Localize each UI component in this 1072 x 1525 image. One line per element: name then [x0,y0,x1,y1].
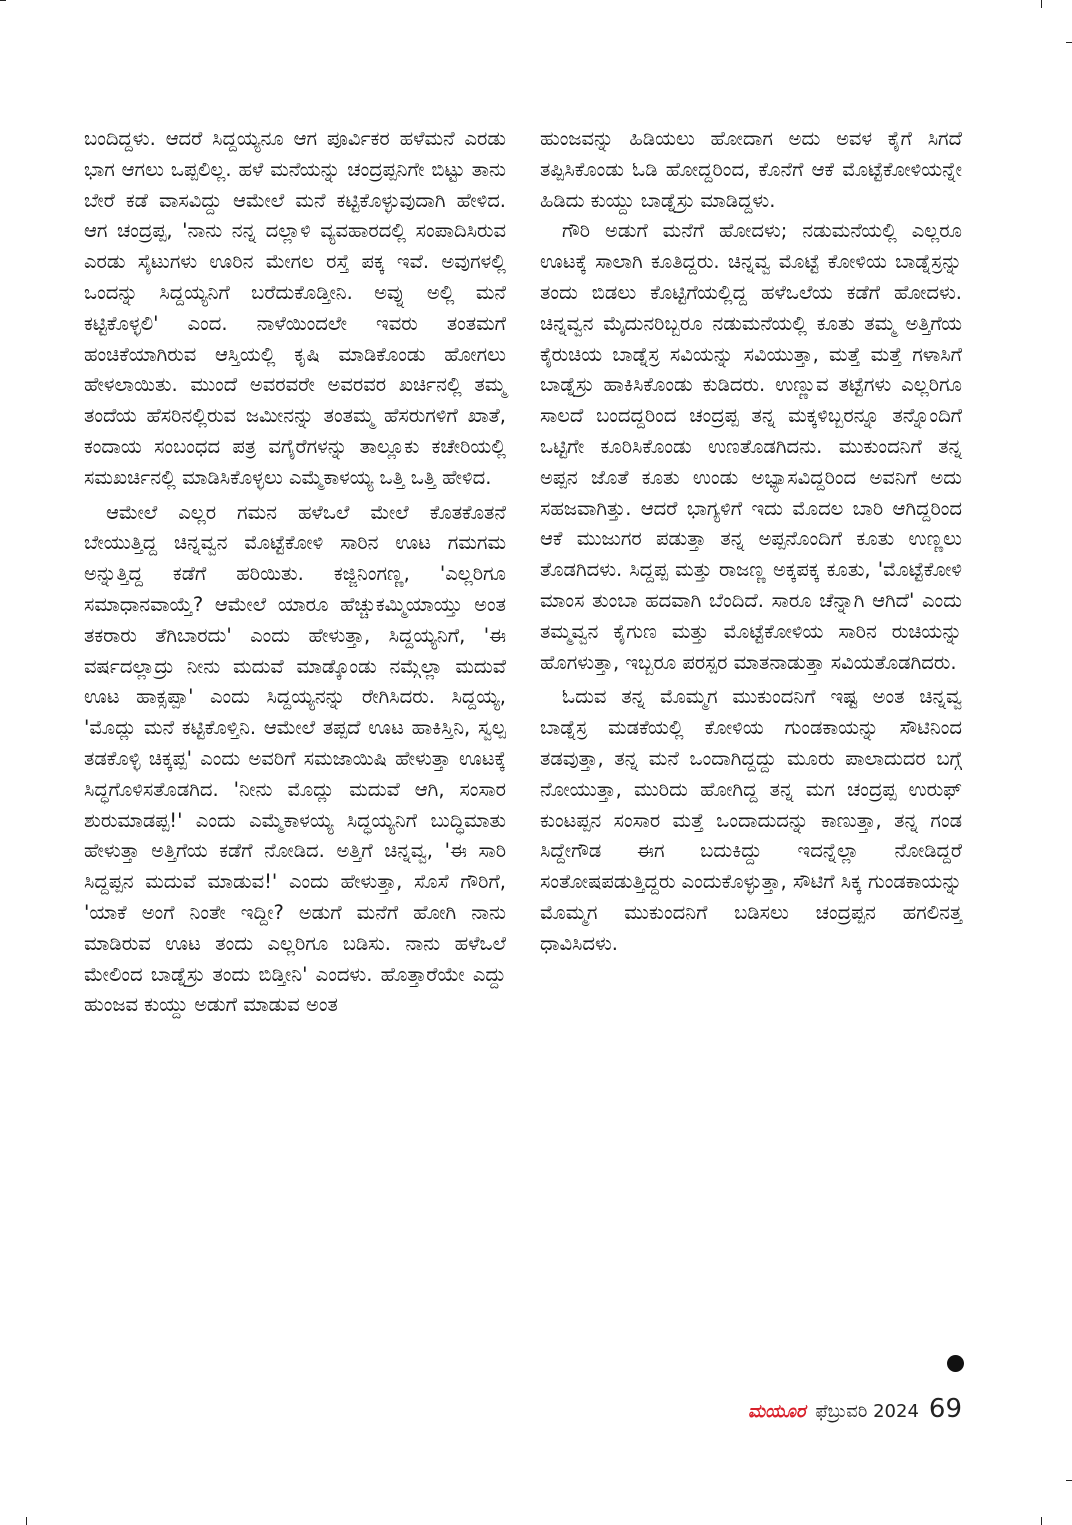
crop-mark [1066,42,1072,43]
page-footer [748,1394,962,1424]
page-number: 69 [928,1394,962,1424]
magazine-brand: ಮಯೂರ [747,1401,806,1422]
paragraph: ಬಂದಿದ್ದಳು. ಆದರೆ ಸಿದ್ದಯ್ಯನೂ ಆಗ ಪೂರ್ವಿಕರ ಹಳೆಮನೆ ಎರಡು ಭಾಗ ಆಗಲು ಒಪ್ಪಲಿಲ್ಲ. ಹಳೆ ಮನೆಯನ್ನು ಚಂದ್ರಪ್ಪನಿಗೇ ಬಿಟ್ಟು ತಾನು ಬೇರೆ ಕಡೆ ವಾಸವಿದ್ದು ಆಮೇಲೆ ಮನೆ ಕಟ್ಟಿಕೊಳ್ಳುವುದಾಗಿ ಹೇಳಿದ. ಆಗ ಚಂದ್ರಪ್ಪ, 'ನಾನು ನನ್ನ ದಲ್ಲಾಳಿ ವ್ಯವಹಾರದಲ್ಲಿ ಸಂಪಾದಿಸಿರುವ ಎರಡು ಸೈಟುಗಳು ಊರಿನ ಮೇಗಲ ರಸ್ತೆ ಪಕ್ಕ ಇವೆ. ಅವುಗಳಲ್ಲಿ ಒಂದನ್ನು ಸಿದ್ದಯ್ಯನಿಗೆ ಬರೆದುಕೊಡ್ತೀನಿ. ಅವ್ನು ಅಲ್ಲಿ ಮನೆ ಕಟ್ಟಿಕೊಳ್ಳಲಿ' ಎಂದ. ನಾಳೆಯಿಂದಲೇ ಇವರು ತಂತಮಗೆ ಹಂಚಿಕೆಯಾಗಿರುವ ಆಸ್ತಿಯಲ್ಲಿ ಕೃಷಿ ಮಾಡಿಕೊಂಡು ಹೋಗಲು ಹೇಳಲಾಯಿತು. ಮುಂದೆ ಅವರವರೇ ಅವರವರ ಖರ್ಚಿನಲ್ಲಿ ತಮ್ಮ ತಂದೆಯ ಹೆಸರಿನಲ್ಲಿರುವ ಜಮೀನನ್ನು ತಂತಮ್ಮ ಹೆಸರುಗಳಿಗೆ ಖಾತೆ, ಕಂದಾಯ ಸಂಬಂಧದ ಪತ್ರ ವಗೈರೆಗಳನ್ನು ತಾಲ್ಲೂಕು ಕಚೇರಿಯಲ್ಲಿ ಸಮಖರ್ಚಿನಲ್ಲಿ ಮಾಡಿಸಿಕೊಳ್ಳಲು ಎಮ್ಮೆಕಾಳಯ್ಯ ಒತ್ತಿ ಒತ್ತಿ ಹೇಳಿದ. [84,127,506,489]
paragraph: ಹುಂಜವನ್ನು ಹಿಡಿಯಲು ಹೋದಾಗ ಅದು ಅವಳ ಕೈಗೆ ಸಿಗದೆ ತಪ್ಪಿಸಿಕೊಂಡು ಓಡಿ ಹೋದ್ದರಿಂದ, ಕೊನೆಗೆ ಆಕೆ ಮೊಟ್ಟೆಕೋಳಿಯನ್ನೇ ಹಿಡಿದು ಕುಯ್ದು ಬಾಡ್ನೆಸ್ರು ಮಾಡಿದ್ದಳು. [540,127,962,212]
paragraph: ಗೌರಿ ಅಡುಗೆ ಮನೆಗೆ ಹೋದಳು; ನಡುಮನೆಯಲ್ಲಿ ಎಲ್ಲರೂ ಊಟಕ್ಕೆ ಸಾಲಾಗಿ ಕೂತಿದ್ದರು. ಚಿನ್ನವ್ವ ಮೊಟ್ಟೆ ಕೋಳಿಯ ಬಾಡ್ನೆಸ್ರನ್ನು ತಂದು ಬಿಡಲು ಕೊಟ್ಟಿಗೆಯಲ್ಲಿದ್ದ ಹಳೆಒಲೆಯ ಕಡೆಗೆ ಹೋದಳು. ಚಿನ್ನವ್ವನ ಮೈದುನರಿಬ್ಬರೂ ನಡುಮನೆಯಲ್ಲಿ ಕೂತು ತಮ್ಮ ಅತ್ತಿಗೆಯ ಕೈರುಚಿಯ ಬಾಡ್ನೆಸ್ರ ಸವಿಯನ್ನು ಸವಿಯುತ್ತಾ, ಮತ್ತೆ ಮತ್ತೆ ಗಳಾಸಿಗೆ ಬಾಡ್ನೆಸ್ರು ಹಾಕಿಸಿಕೊಂಡು ಕುಡಿದರು. ಉಣ್ಣುವ ತಟ್ಟೆಗಳು ಎಲ್ಲರಿಗೂ ಸಾಲದೆ ಬಂದದ್ದರಿಂದ ಚಂದ್ರಪ್ಪ ತನ್ನ ಮಕ್ಕಳಿಬ್ಬರನ್ನೂ ತನ್ನೊಂದಿಗೆ ಒಟ್ಟಿಗೇ ಕೂರಿಸಿಕೊಂಡು ಉಣತೊಡಗಿದನು. ಮುಕುಂದನಿಗೆ ತನ್ನ ಅಪ್ಪನ ಜೊತೆ ಕೂತು ಉಂಡು ಅಭ್ಯಾಸವಿದ್ದರಿಂದ ಅವನಿಗೆ ಅದು ಸಹಜವಾಗಿತ್ತು. ಆದರೆ ಭಾಗ್ಯಳಿಗೆ ಇದು ಮೊದಲ ಬಾರಿ ಆಗಿದ್ದರಿಂದ ಆಕೆ ಮುಜುಗರ ಪಡುತ್ತಾ ತನ್ನ ಅಪ್ಪನೊಂದಿಗೆ ಕೂತು ಉಣ್ಣಲು ತೊಡಗಿದಳು. ಸಿದ್ದಪ್ಪ ಮತ್ತು ರಾಜಣ್ಣ ಅಕ್ಕಪಕ್ಕ ಕೂತು, 'ಮೊಟ್ಟೆಕೋಳಿ ಮಾಂಸ ತುಂಬಾ ಹದವಾಗಿ ಬೆಂದಿದೆ. ಸಾರೂ ಚೆನ್ನಾಗಿ ಆಗಿದೆ' ಎಂದು ತಮ್ಮವ್ವನ ಕೈಗುಣ ಮತ್ತು ಮೊಟ್ಟೆಕೋಳಿಯ ಸಾರಿನ ರುಚಿಯನ್ನು ಹೊಗಳುತ್ತಾ, ಇಬ್ಬರೂ ಪರಸ್ಪರ ಮಾತನಾಡುತ್ತಾ ಸವಿಯತೊಡಗಿದರು. [540,219,962,674]
issue-date: ಫೆಬ್ರುವರಿ 2024 [815,1401,919,1422]
right-column [540,124,962,960]
end-of-article-bullet-icon [947,1355,964,1372]
paragraph: ಓದುವ ತನ್ನ ಮೊಮ್ಮಗ ಮುಕುಂದನಿಗೆ ಇಷ್ಟ ಅಂತ ಚಿನ್ನವ್ವ ಬಾಡ್ನೆಸ್ರ ಮಡಕೆಯಲ್ಲಿ ಕೋಳಿಯ ಗುಂಡಕಾಯನ್ನು ಸೌಟಿನಿಂದ ತಡವುತ್ತಾ, ತನ್ನ ಮನೆ ಒಂದಾಗಿದ್ದದ್ದು ಮೂರು ಪಾಲಾದುದರ ಬಗ್ಗೆ ನೋಯುತ್ತಾ, ಮುರಿದು ಹೋಗಿದ್ದ ತನ್ನ ಮಗ ಚಂದ್ರಪ್ಪ ಉರುಫ್ ಕುಂಟಪ್ಪನ ಸಂಸಾರ ಮತ್ತೆ ಒಂದಾದುದನ್ನು ಕಾಣುತ್ತಾ, ತನ್ನ ಗಂಡ ಸಿದ್ದೇಗೌಡ ಈಗ ಬದುಕಿದ್ದು ಇದನ್ನೆಲ್ಲಾ ನೋಡಿದ್ದರೆ ಸಂತೋಷಪಡುತ್ತಿದ್ದರು ಎಂದುಕೊಳ್ಳುತ್ತಾ, ಸೌಟಿಗೆ ಸಿಕ್ಕ ಗುಂಡಕಾಯನ್ನು ಮೊಮ್ಮಗ ಮುಕುಂದನಿಗೆ ಬಡಿಸಲು ಚಂದ್ರಪ್ಪನ ಹಗಲಿನತ್ತ ಧಾವಿಸಿದಳು. [540,685,962,955]
crop-mark [0,0,6,1]
crop-mark [1066,1480,1072,1481]
crop-mark [1041,1517,1042,1525]
crop-mark [26,1517,27,1525]
crop-mark [1041,0,1042,8]
left-column [84,124,506,1021]
paragraph: ಆಮೇಲೆ ಎಲ್ಲರ ಗಮನ ಹಳೆಒಲೆ ಮೇಲೆ ಕೊತಕೊತನೆ ಬೇಯುತ್ತಿದ್ದ ಚಿನ್ನವ್ವನ ಮೊಟ್ಟೆಕೋಳಿ ಸಾರಿನ ಊಟ ಗಮಗಮ ಅನ್ನುತ್ತಿದ್ದ ಕಡೆಗೆ ಹರಿಯಿತು. ಕಜ್ಜಿನಿಂಗಣ್ಣ, 'ಎಲ್ಲರಿಗೂ ಸಮಾಧಾನವಾಯ್ತೆ? ಆಮೇಲೆ ಯಾರೂ ಹೆಚ್ಚುಕಮ್ಮಿಯಾಯ್ತು ಅಂತ ತಕರಾರು ತೆಗಿಬಾರದು' ಎಂದು ಹೇಳುತ್ತಾ, ಸಿದ್ದಯ್ಯನಿಗೆ, 'ಈ ವರ್ಷದಲ್ಲಾದ್ರು ನೀನು ಮದುವೆ ಮಾಡ್ಕೊಂಡು ನಮ್ಗೆಲ್ಲಾ ಮದುವೆ ಊಟ ಹಾಕ್ಸಪ್ಪಾ' ಎಂದು ಸಿದ್ದಯ್ಯನನ್ನು ರೇಗಿಸಿದರು. ಸಿದ್ದಯ್ಯ, 'ಮೊದ್ಲು ಮನೆ ಕಟ್ಟಿಕೊಳ್ತಿನಿ. ಆಮೇಲೆ ತಪ್ಪದೆ ಊಟ ಹಾಕಿಸ್ತಿನಿ, ಸ್ವಲ್ಪ ತಡಕೊಳ್ಳಿ ಚಿಕ್ಕಪ್ಪ' ಎಂದು ಅವರಿಗೆ ಸಮಜಾಯಿಷಿ ಹೇಳುತ್ತಾ ಊಟಕ್ಕೆ ಸಿದ್ಧಗೊಳಿಸತೊಡಗಿದ. 'ನೀನು ಮೊದ್ಲು ಮದುವೆ ಆಗಿ, ಸಂಸಾರ ಶುರುಮಾಡಪ್ಪ!' ಎಂದು ಎಮ್ಮೆಕಾಳಯ್ಯ ಸಿದ್ಧಯ್ಯನಿಗೆ ಬುದ್ಧಿಮಾತು ಹೇಳುತ್ತಾ ಅತ್ತಿಗೆಯ ಕಡೆಗೆ ನೋಡಿದ. ಅತ್ತಿಗೆ ಚಿನ್ನವ್ವ, 'ಈ ಸಾರಿ ಸಿದ್ದಪ್ಪನ ಮದುವೆ ಮಾಡುವ!' ಎಂದು ಹೇಳುತ್ತಾ, ಸೊಸೆ ಗೌರಿಗೆ, 'ಯಾಕೆ ಅಂಗೆ ನಿಂತೇ ಇದ್ದೀ? ಅಡುಗೆ ಮನೆಗೆ ಹೋಗಿ ನಾನು ಮಾಡಿರುವ ಊಟ ತಂದು ಎಲ್ಲರಿಗೂ ಬಡಿಸು. ನಾನು ಹಳೆಒಲೆ ಮೇಲಿಂದ ಬಾಡ್ನೆಸ್ರು ತಂದು ಬಿಡ್ತೀನಿ' ಎಂದಳು. ಹೊತ್ತಾರೆಯೇ ಎದ್ದು ಹುಂಜವ ಕುಯ್ದು ಅಡುಗೆ ಮಾಡುವ ಅಂತ [84,500,506,1017]
